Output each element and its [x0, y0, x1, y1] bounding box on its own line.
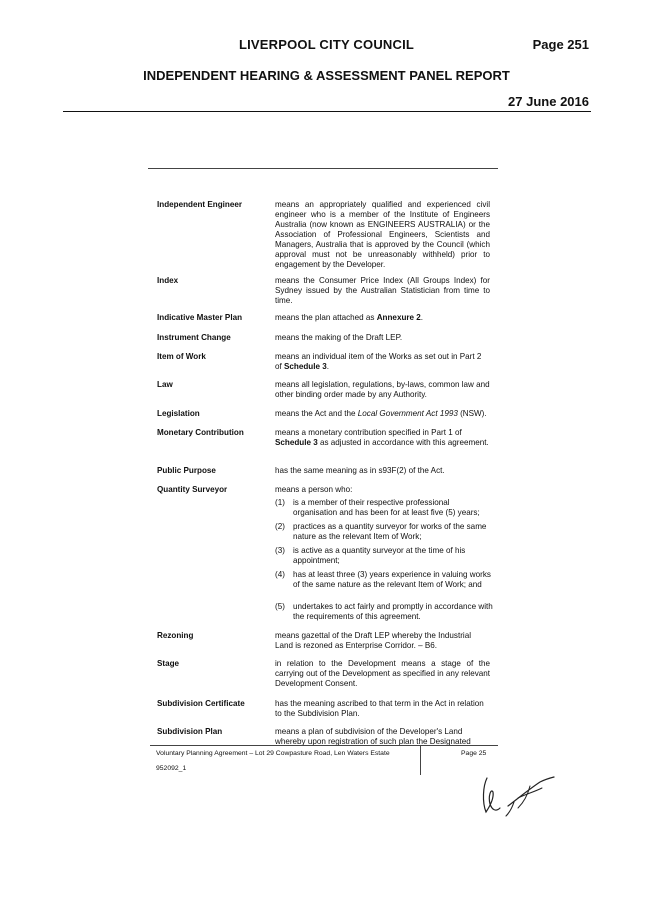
list-item-text: undertakes to act fairly and promptly in accordance with the requirements of this agreement.: [293, 602, 493, 621]
term-item-of-work: Item of Work: [157, 352, 206, 361]
definition-stage: in relation to the Development means a stage of the carrying out of the Development as specified in any relevant Development Consent.: [275, 659, 490, 688]
footer-vertical-divider: [420, 745, 421, 775]
term-indicative-master-plan: Indicative Master Plan: [157, 313, 243, 322]
signature-initials: [478, 772, 558, 820]
term-public-purpose: Public Purpose: [157, 466, 216, 475]
list-item-text: is a member of their respective professional organisation and has been for at least five (5) years;: [293, 498, 480, 517]
definition-rezoning: means gazettal of the Draft LEP whereby the Industrial Land is rezoned as Enterprise Corridor. – B6.: [275, 631, 472, 650]
list-item-text: has at least three (3) years experience in valuing works of the same nature as the relevant Item of Work; and: [293, 570, 491, 589]
header-divider: [63, 111, 591, 112]
term-subdivision-plan: Subdivision Plan: [157, 727, 223, 736]
document-top-divider: [148, 168, 498, 169]
term-index: Index: [157, 276, 179, 285]
term-instrument-change: Instrument Change: [157, 333, 231, 342]
term-rezoning: Rezoning: [157, 631, 194, 640]
term-subdivision-certificate: Subdivision Certificate: [157, 699, 245, 708]
definition-item-of-work: means an individual item of the Works as set out in Part 2 of Schedule 3.: [275, 352, 482, 371]
term-monetary-contribution: Monetary Contribution: [157, 428, 244, 437]
definition-legislation: means the Act and the Local Government Act 1993 (NSW).: [275, 409, 487, 418]
list-item-number: (5): [275, 602, 285, 611]
definition-subdivision-plan: means a plan of subdivision of the Developer's Land whereby upon registration of such plan the Designated: [275, 727, 471, 746]
term-law: Law: [157, 380, 173, 389]
definition-index: means the Consumer Price Index (All Groups Index) for Sydney issued by the Australian Statistician from time to time.: [275, 276, 490, 305]
footer-page-number: Page 25: [461, 750, 487, 757]
definition-instrument-change: means the making of the Draft LEP.: [275, 333, 403, 342]
list-item-number: (2): [275, 522, 285, 531]
definition-public-purpose: has the same meaning as in s93F(2) of the Act.: [275, 466, 445, 475]
list-item-text: is active as a quantity surveyor at the time of his appointment;: [293, 546, 466, 565]
term-legislation: Legislation: [157, 409, 200, 418]
term-quantity-surveyor: Quantity Surveyor: [157, 485, 228, 494]
definition-subdivision-certificate: has the meaning ascribed to that term in the Act in relation to the Subdivision Plan.: [275, 699, 484, 718]
definition-monetary-contribution: means a monetary contribution specified in Part 1 of Schedule 3 as adjusted in accordance with this agreement.: [275, 428, 489, 447]
definition-independent-engineer: means an appropriately qualified and experienced civil engineer who is a member of the Institute of Engineers Australia (now known as ENGINEERS AUSTRALIA) or the Association of Professional Engineers, Scientists and Managers, Australia that is approved by the Council (which approval must not be unreasonably withheld) prior to engagement by the Developer.: [275, 200, 490, 269]
page-number: Page 251: [532, 37, 589, 52]
footer-divider: [150, 745, 498, 746]
definition-law: means all legislation, regulations, by-laws, common law and other binding order made by any Authority.: [275, 380, 490, 399]
list-item-text: practices as a quantity surveyor for works of the same nature as the relevant Item of Work;: [293, 522, 487, 541]
report-date: 27 June 2016: [508, 94, 589, 109]
term-stage: Stage: [157, 659, 180, 668]
list-item-number: (4): [275, 570, 285, 579]
term-independent-engineer: Independent Engineer: [157, 200, 242, 209]
footer-agreement-title: Voluntary Planning Agreement – Lot 29 Cowpasture Road, Len Waters Estate: [156, 750, 390, 757]
definition-quantity-surveyor: means a person who:: [275, 485, 353, 494]
council-name: LIVERPOOL CITY COUNCIL: [238, 37, 415, 52]
report-title: INDEPENDENT HEARING & ASSESSMENT PANEL REPORT: [143, 68, 510, 83]
footer-reference: 952092_1: [156, 765, 187, 772]
definition-indicative-master-plan: means the plan attached as Annexure 2.: [275, 313, 424, 322]
list-item-number: (1): [275, 498, 285, 507]
list-item-number: (3): [275, 546, 285, 555]
